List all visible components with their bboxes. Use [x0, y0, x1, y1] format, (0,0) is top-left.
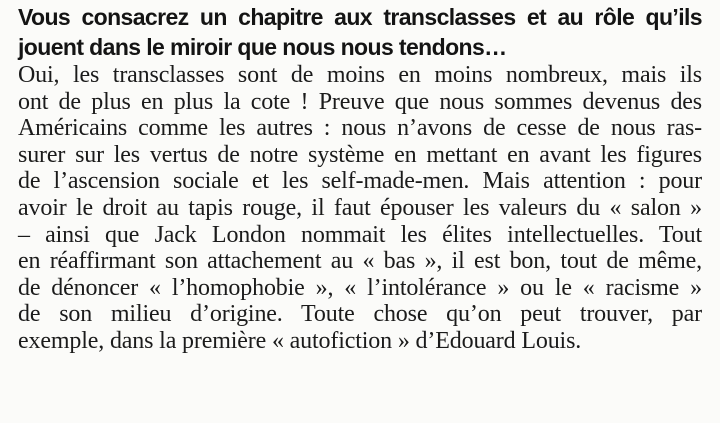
- answer-line: de dénoncer « l’homophobie », « l’intolérance » ou le « racisme »: [18, 274, 702, 301]
- answer-line: ont de plus en plus la cote ! Preuve que nous sommes devenus des: [18, 88, 702, 115]
- interview-question: [18, 2, 702, 62]
- answer-line: de son milieu d’origine. Toute chose qu’on peut trouver, par: [18, 301, 702, 328]
- answer-line: Américains comme les autres : nous n’avons de cesse de nous ras-: [18, 115, 702, 142]
- question-line: Vous consacrez un chapitre aux transclasses et au rôle qu’ils: [18, 4, 702, 30]
- question-line: jouent dans le miroir que nous nous tendons…: [18, 34, 507, 60]
- answer-line: Oui, les transclasses sont de moins en moins nombreux, mais ils: [18, 62, 702, 88]
- answer-line: exemple, dans la première « autofiction » d’Edouard Louis.: [18, 327, 582, 354]
- answer-line: surer sur les vertus de notre système en mettant en avant les figures: [18, 141, 702, 168]
- answer-line: en réaffirmant son attachement au « bas », il est bon, tout de même,: [18, 248, 702, 275]
- answer-line: avoir le droit au tapis rouge, il faut épouser les valeurs du « salon »: [18, 194, 702, 221]
- answer-line: – ainsi que Jack London nommait les élites intellectuelles. Tout: [18, 221, 702, 248]
- interview-answer: [18, 62, 702, 355]
- answer-line: de l’ascension sociale et les self-made-men. Mais attention : pour: [18, 168, 702, 195]
